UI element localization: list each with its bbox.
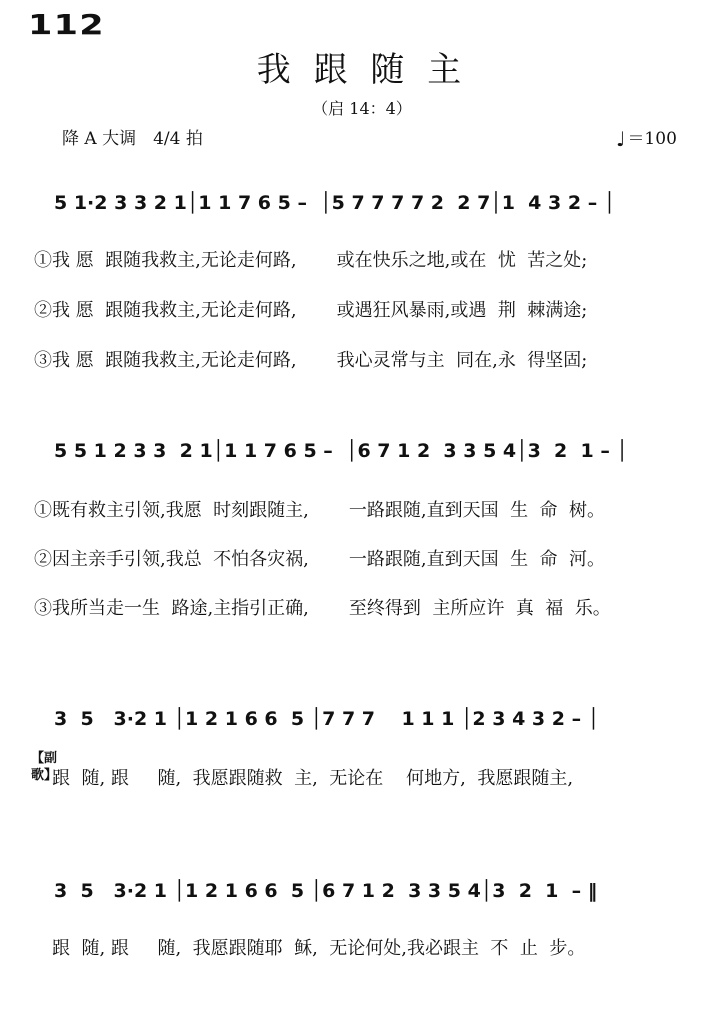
lyric-line-2-verse-1: ①既有救主引领,我愿 时刻跟随主, 一路跟随,直到天国 生 命 树。 <box>34 500 605 521</box>
lyric-line-2-verse-3: ③我所当走一生 路途,主指引正确, 至终得到 主所应许 真 福 乐。 <box>34 598 611 619</box>
key-and-meter: 降 A 大调 4/4 拍 <box>62 129 203 149</box>
notation-chorus-1: 3 5 3·2 1 │1 2 1 6 6 5 │7 7 7 1 1 1 │2 3 4 3 2 – │ <box>54 708 600 730</box>
scripture-reference: （启 14：4） <box>312 99 412 118</box>
notation-line-2: 5 5 1 2 3 3 2 1│1 1 7 6 5 – │6 7 1 2 3 3 5 4│3 2 1 – │ <box>54 440 628 462</box>
tempo-marking <box>616 124 677 151</box>
lyric-line-1-verse-3: ③我 愿 跟随我救主,无论走何路, 我心灵常与主 同在,永 得坚固; <box>34 350 588 371</box>
tempo-value: ＝100 <box>627 129 677 149</box>
page-number: 112 <box>28 8 105 41</box>
quarter-note-icon: ♩ <box>616 127 626 151</box>
chorus-label: 【副歌】 <box>31 751 58 783</box>
lyric-line-1-verse-1: ①我 愿 跟随我救主,无论走何路, 或在快乐之地,或在 忧 苦之处; <box>34 250 588 271</box>
hymn-title: 我 跟 随 主 <box>256 50 468 90</box>
lyric-line-2-verse-2: ②因主亲手引领,我总 不怕各灾祸, 一路跟随,直到天国 生 命 河。 <box>34 549 605 570</box>
lyric-line-1-verse-2: ②我 愿 跟随我救主,无论走何路, 或遇狂风暴雨,或遇 荆 棘满途; <box>34 300 588 321</box>
lyric-chorus-1: 跟 随, 跟 随, 我愿跟随救 主, 无论在 何地方, 我愿跟随主, <box>52 768 574 789</box>
notation-chorus-2: 3 5 3·2 1 │1 2 1 6 6 5 │6 7 1 2 3 3 5 4│3 2 1 – ‖ <box>54 880 598 902</box>
notation-line-1: 5 1·2 3 3 2 1│1 1 7 6 5 – │5 7 7 7 7 2 2 7│1 4 3 2 – │ <box>54 192 616 214</box>
lyric-chorus-2: 跟 随, 跟 随, 我愿跟随耶 稣, 无论何处,我必跟主 不 止 步。 <box>52 938 586 959</box>
